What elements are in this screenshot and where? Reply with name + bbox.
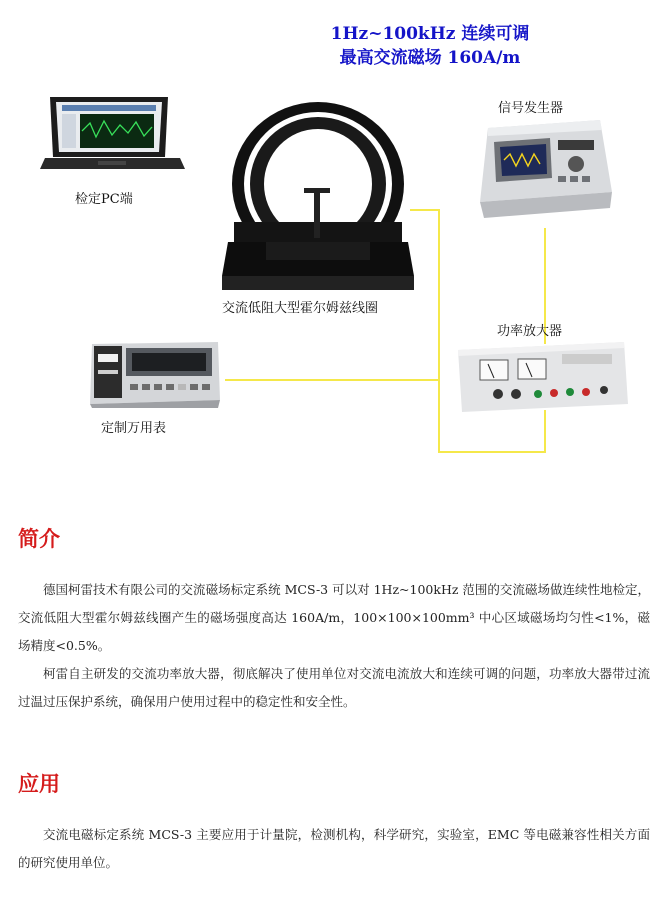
multimeter-image [90,342,220,408]
headline-line-2: 最高交流磁场 160A/m [339,48,521,68]
wire-trunk-vertical [438,209,440,453]
multimeter-label: 定制万用表 [101,421,167,436]
wire-meter-horizontal [225,379,440,381]
headline-line-1: 1Hz~100kHz 连续可调 [330,24,530,44]
wire-bottom-horizontal [438,451,546,453]
intro-paragraph-2: 柯雷自主研发的交流功率放大器，彻底解决了使用单位对交流电流放大和连续可调的问题，功率放大器带过流过温过压保护系统，确保用户使用过程中的稳定性和安全性。 [18,666,650,709]
coil-label: 交流低阻大型霍尔姆兹线圈 [222,301,379,316]
wire-coil-horizontal [410,209,440,211]
laptop-label: 检定PC端 [75,192,133,207]
intro-paragraph-1: 德国柯雷技术有限公司的交流磁场标定系统 MCS-3 可以对 1Hz~100kHz 范围的交流磁场做连续性地检定，交流低阻大型霍尔姆兹线圈产生的磁场强度高达 160A/m，100×100×100mm³ 中心区域磁场均匀性<1%，磁场精度<0.5%。 [18,582,650,653]
intro-title: 简介 [18,527,60,551]
intro-body [18,576,650,716]
signal-generator-label: 信号发生器 [498,101,564,116]
application-paragraph-1: 交流电磁标定系统 MCS-3 主要应用于计量院，检测机构，科学研究，实验室，EMC 等电磁兼容性相关方面的研究使用单位。 [18,827,650,870]
application-body [18,821,650,877]
signal-generator-image [480,120,612,218]
power-amplifier-image [458,342,628,412]
laptop-image [40,95,185,177]
headline [300,22,560,70]
amplifier-label: 功率放大器 [497,324,563,339]
helmholtz-coil-image [222,92,414,290]
wire-amplifier-vertical [544,410,546,453]
application-title: 应用 [18,772,60,796]
